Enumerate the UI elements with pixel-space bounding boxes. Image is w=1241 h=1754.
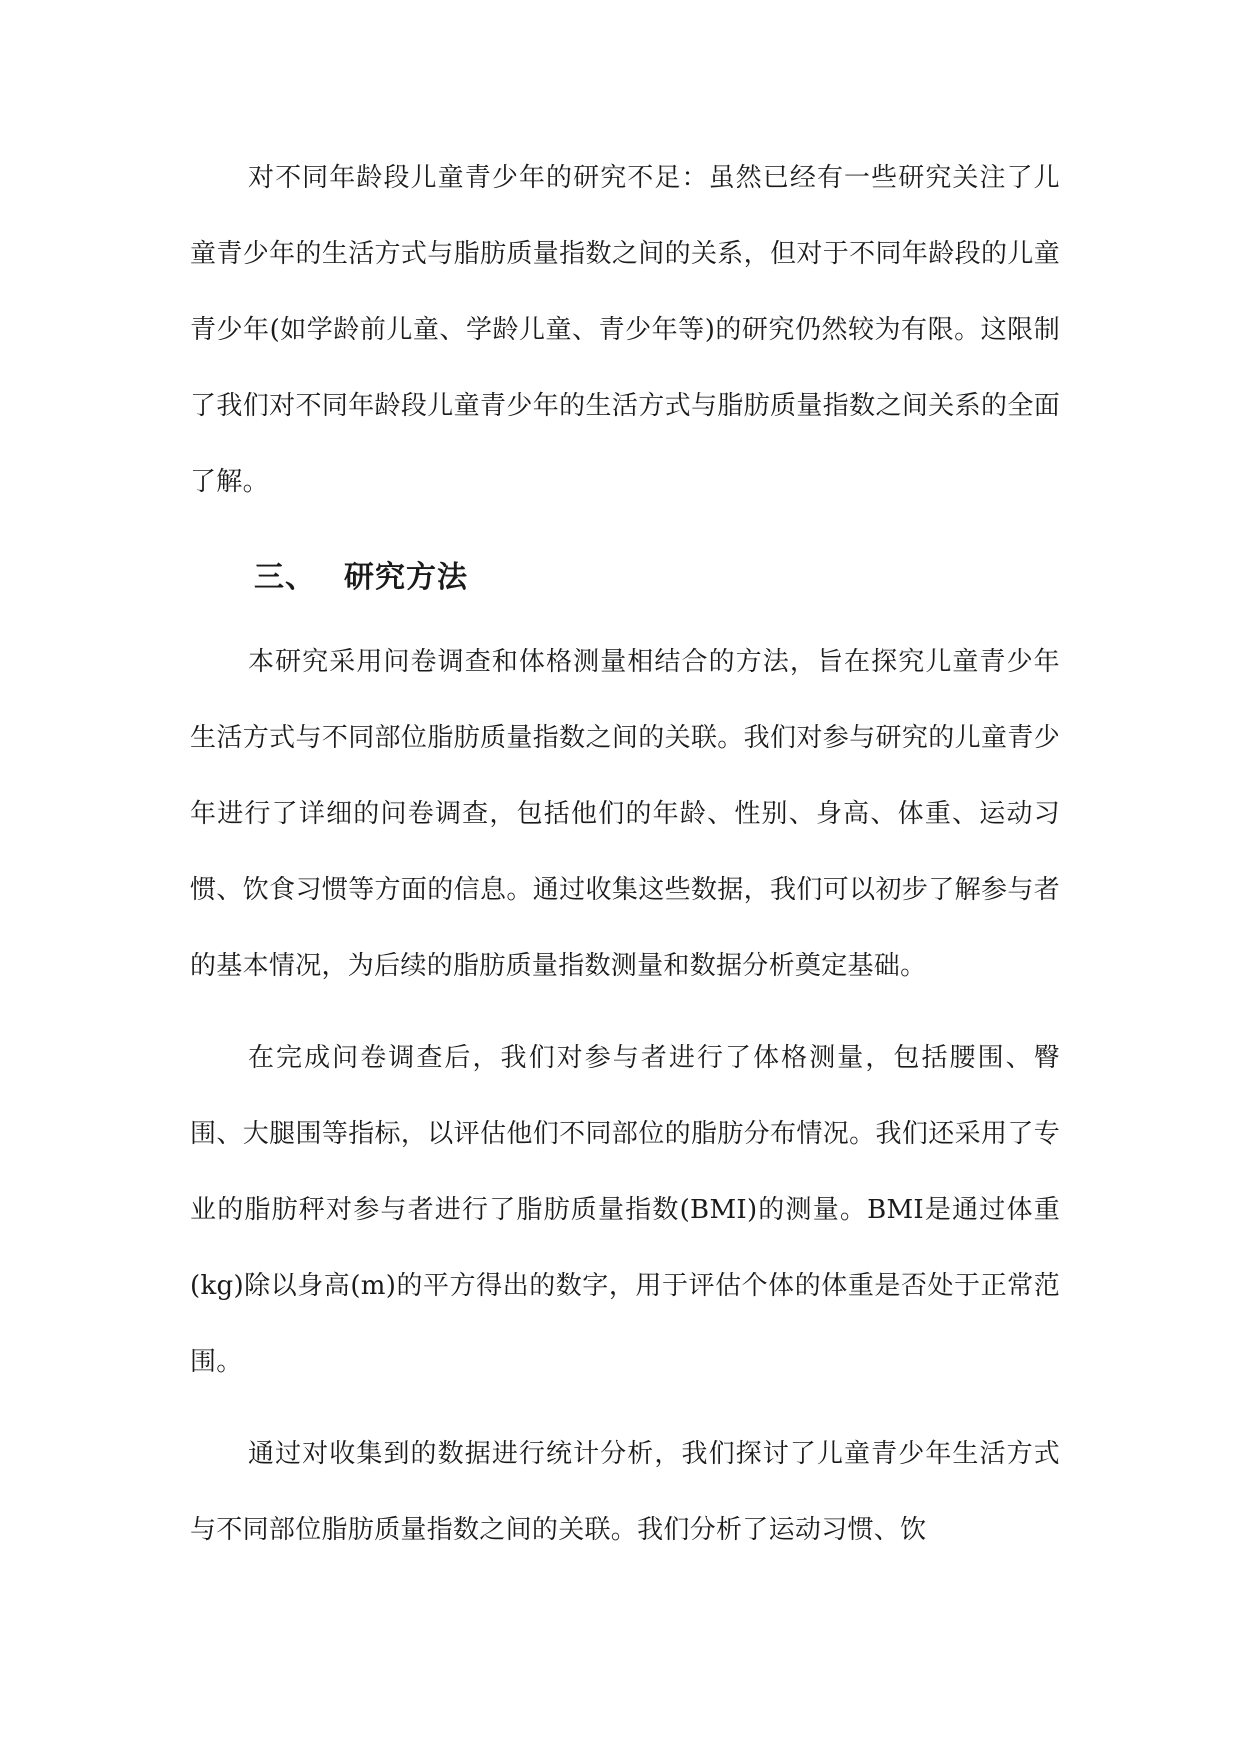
paragraph-spacer [190, 1400, 1060, 1416]
paragraph-method-intro: 本研究采用问卷调查和体格测量相结合的方法，旨在探究儿童青少年生活方式与不同部位脂肪质量指数之间的关联。我们对参与研究的儿童青少年进行了详细的问卷调查，包括他们的年龄、性别、身高、体重、运动习惯、饮食习惯等方面的信息。通过收集这些数据，我们可以初步了解参与者的基本情况，为后续的脂肪质量指数测量和数据分析奠定基础。 [190, 647, 1060, 981]
paragraph-statistical-analysis: 通过对收集到的数据进行统计分析，我们探讨了儿童青少年生活方式与不同部位脂肪质量指数之间的关联。我们分析了运动习惯、饮 [190, 1439, 1060, 1545]
section-heading [190, 540, 1060, 616]
section-title: 研究方法 [344, 560, 468, 595]
document-body [190, 140, 1060, 1568]
paragraph-body-measurement: 在完成问卷调查后，我们对参与者进行了体格测量，包括腰围、臀围、大腿围等指标，以评估他们不同部位的脂肪分布情况。我们还采用了专业的脂肪秤对参与者进行了脂肪质量指数(BMI)的测量。BMI是通过体重(kg)除以身高(m)的平方得出的数字，用于评估个体的体重是否处于正常范围。 [190, 1043, 1060, 1377]
paragraph-spacer [190, 1004, 1060, 1020]
paragraph-age-groups: 对不同年龄段儿童青少年的研究不足：虽然已经有一些研究关注了儿童青少年的生活方式与脂肪质量指数之间的关系，但对于不同年龄段的儿童青少年(如学龄前儿童、学龄儿童、青少年等)的研究仍然较为有限。这限制了我们对不同年龄段儿童青少年的生活方式与脂肪质量指数之间关系的全面了解。 [190, 163, 1060, 497]
section-number: 三、 [254, 560, 316, 595]
